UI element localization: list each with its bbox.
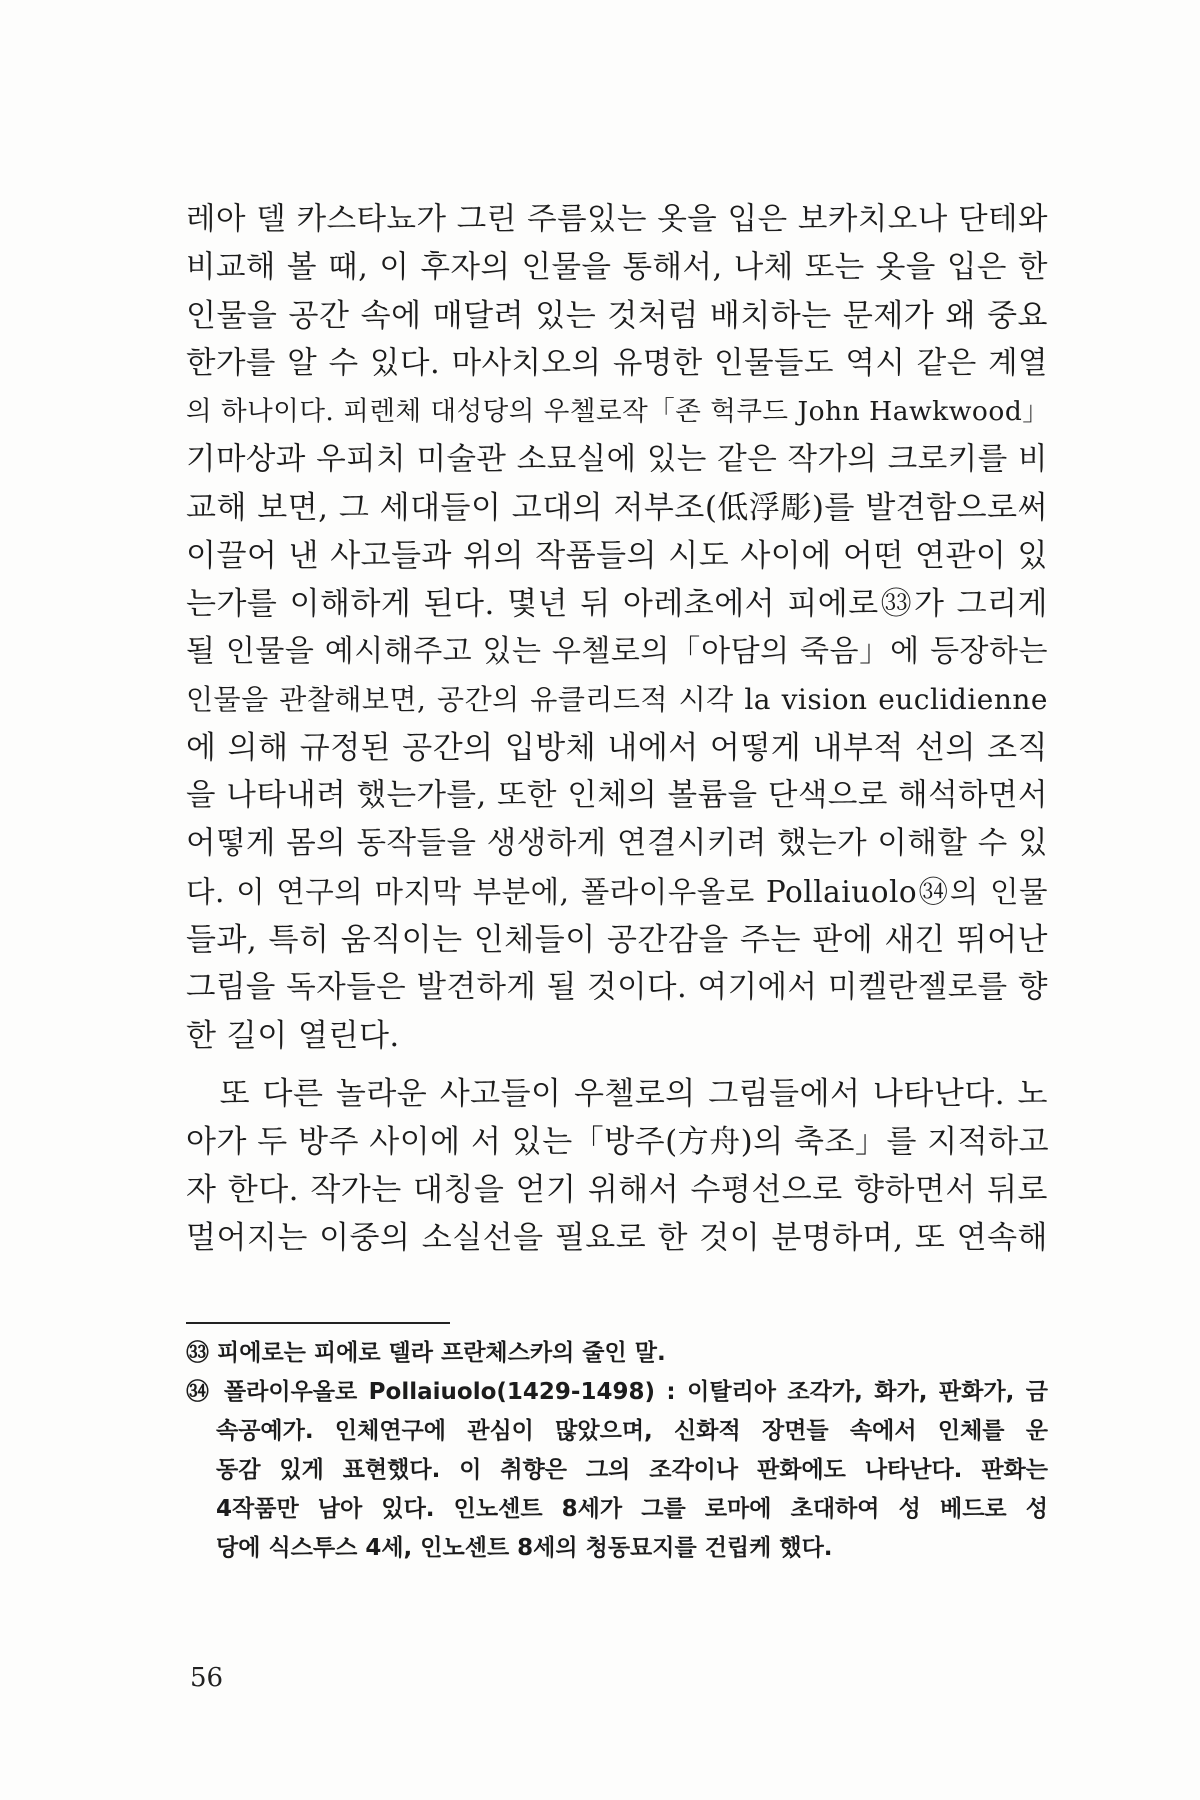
footnote-34: ㉞ 폴라이우올로 Pollaiuolo(1429-1498) : 이탈리아 조각가, 화가, 판화가, 금: [186, 1379, 1048, 1405]
body-line: 이끌어 낸 사고들과 위의 작품들의 시도 사이에 어떤 연관이 있: [186, 538, 1048, 574]
footnote-34-line: 당에 식스투스 4세, 인노센트 8세의 청동묘지를 건립케 했다.: [216, 1535, 833, 1561]
footnote-34-line: 동감 있게 표현했다. 이 취향은 그의 조각이나 판화에도 나타난다. 판화는: [216, 1457, 1048, 1483]
body-line: 다. 이 연구의 마지막 부분에, 폴라이우올로 Pollaiuolo㉞의 인물: [186, 875, 1048, 909]
body-line: 에 의해 규정된 공간의 입방체 내에서 어떻게 내부적 선의 조직: [186, 730, 1048, 766]
body-line: 한가를 알 수 있다. 마사치오의 유명한 인물들도 역시 같은 계열: [186, 346, 1048, 381]
body-line: 또 다른 놀라운 사고들이 우첼로의 그림들에서 나타난다. 노: [186, 1076, 1048, 1112]
body-line: 인물을 관찰해보면, 공간의 유클리드적 시각 la vision euclidienne: [186, 683, 1048, 716]
body-line: 레아 델 카스타뇨가 그린 주름있는 옷을 입은 보카치오나 단테와: [186, 202, 1048, 237]
body-line: 아가 두 방주 사이에 서 있는「방주(方舟)의 축조」를 지적하고: [186, 1124, 1050, 1160]
body-text: [186, 196, 1048, 1262]
footnote-divider: [186, 1322, 450, 1324]
body-line: 그림을 독자들은 발견하게 될 것이다. 여기에서 미켈란젤로를 향: [186, 970, 1048, 1005]
footnote-33: ㉝ 피에로는 피에로 델라 프란체스카의 줄인 말.: [186, 1340, 666, 1366]
body-line: 기마상과 우피치 미술관 소묘실에 있는 같은 작가의 크로키를 비: [186, 442, 1048, 477]
paragraph-gap: [186, 1060, 1048, 1070]
body-line: 인물을 공간 속에 매달려 있는 것처럼 배치하는 문제가 왜 중요: [186, 298, 1048, 334]
body-line: 한 길이 열린다.: [186, 1018, 400, 1054]
body-line: 자 한다. 작가는 대칭을 얻기 위해서 수평선으로 향하면서 뒤로: [186, 1172, 1048, 1208]
footnote-34-line: 속공예가. 인체연구에 관심이 많았으며, 신화적 장면들 속에서 인체를 운: [216, 1418, 1048, 1444]
footnote-34-line: 4작품만 남아 있다. 인노센트 8세가 그를 로마에 초대하여 성 베드로 성: [216, 1496, 1048, 1522]
body-line: 교해 보면, 그 세대들이 고대의 저부조(低浮彫)를 발견함으로써: [186, 490, 1048, 526]
body-line: 멀어지는 이중의 소실선을 필요로 한 것이 분명하며, 또 연속해: [186, 1220, 1048, 1256]
body-line: 될 인물을 예시해주고 있는 우첼로의「아담의 죽음」에 등장하는: [186, 634, 1048, 669]
body-line: 비교해 볼 때, 이 후자의 인물을 통해서, 나체 또는 옷을 입은 한: [186, 250, 1048, 285]
body-line: 들과, 특히 움직이는 인체들이 공간감을 주는 판에 새긴 뛰어난: [186, 922, 1048, 958]
page-number: 56: [190, 1663, 224, 1693]
footnotes: [186, 1334, 1048, 1568]
body-line: 의 하나이다. 피렌체 대성당의 우첼로작「존 헉쿠드 John Hawkwood」: [186, 396, 1050, 427]
body-line: 는가를 이해하게 된다. 몇년 뒤 아레초에서 피에로㉝가 그리게: [186, 586, 1048, 622]
body-line: 어떻게 몸의 동작들을 생생하게 연결시키려 했는가 이해할 수 있: [186, 826, 1048, 861]
body-line: 을 나타내려 했는가를, 또한 인체의 볼륨을 단색으로 해석하면서: [186, 778, 1048, 813]
